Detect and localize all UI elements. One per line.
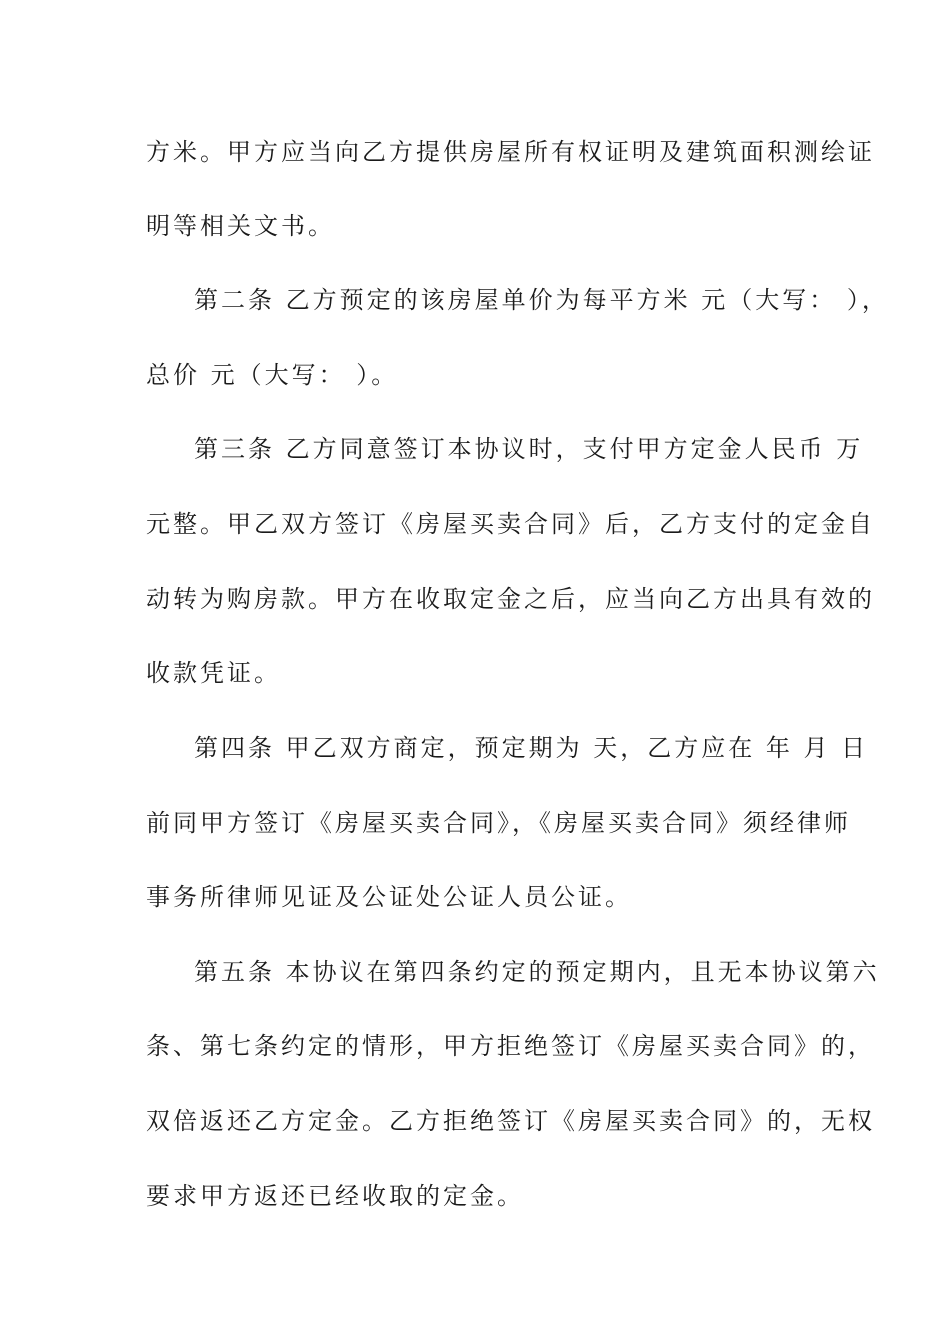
article-4-heading-line: 第四条 甲乙双方商定，预定期为 天，乙方应在 年 月 日 bbox=[194, 734, 869, 762]
text-line: 动转为购房款。甲方在收取定金之后，应当向乙方出具有效的 bbox=[146, 585, 875, 613]
text-line: 方米。甲方应当向乙方提供房屋所有权证明及建筑面积测绘证 bbox=[146, 138, 875, 166]
text-line: 条、第七条约定的情形，甲方拒绝签订《房屋买卖合同》的， bbox=[146, 1032, 875, 1060]
article-5-heading-line: 第五条 本协议在第四条约定的预定期内，且无本协议第六 bbox=[194, 958, 880, 986]
article-2-heading-line: 第二条 乙方预定的该房屋单价为每平方米 元（大写： ）， bbox=[194, 286, 889, 314]
text-line: 事务所律师见证及公证处公证人员公证。 bbox=[146, 883, 632, 911]
text-line: 前同甲方签订《房屋买卖合同》，《房屋买卖合同》须经律师 bbox=[146, 809, 851, 837]
text-line: 要求甲方返还已经收取的定金。 bbox=[146, 1182, 524, 1210]
text-line: 明等相关文书。 bbox=[146, 212, 335, 240]
text-line: 双倍返还乙方定金。乙方拒绝签订《房屋买卖合同》的，无权 bbox=[146, 1107, 875, 1135]
text-line: 元整。甲乙双方签订《房屋买卖合同》后，乙方支付的定金自 bbox=[146, 510, 875, 538]
text-line: 收款凭证。 bbox=[146, 659, 281, 687]
article-3-heading-line: 第三条 乙方同意签订本协议时，支付甲方定金人民币 万 bbox=[194, 435, 864, 463]
text-line: 总价 元（大写： ）。 bbox=[146, 361, 399, 389]
